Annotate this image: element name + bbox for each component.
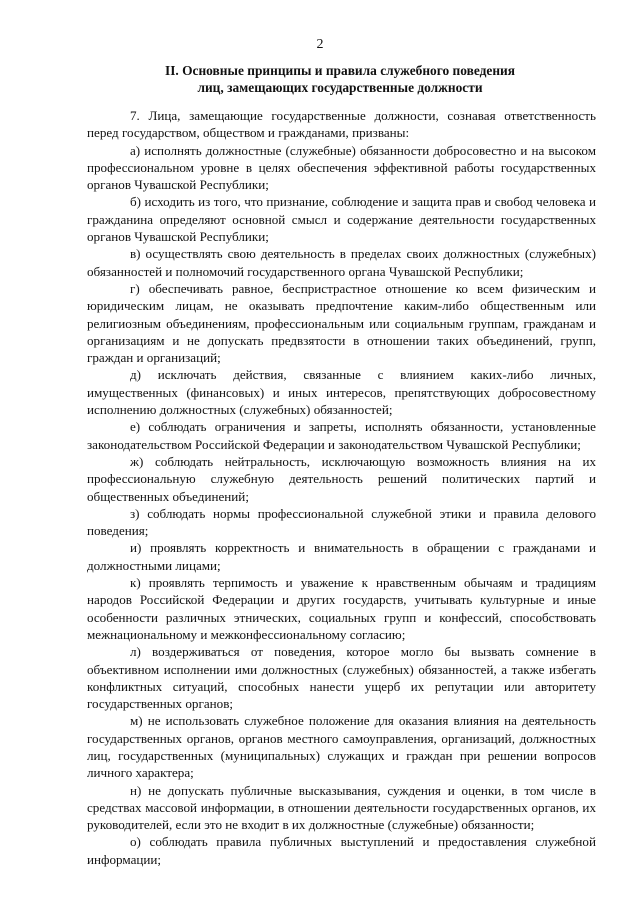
paragraph-item-k: к) проявлять терпимость и уважение к нравственным обычаям и традициям народов Российской Федерации и других государств, учитывать культурные и иные особенности различных этнических, социальных групп и конфессий, способствовать межнациональному и межконфессиональному согласию;	[87, 575, 596, 642]
section-heading	[80, 62, 600, 96]
paragraph-item-d: д) исключать действия, связанные с влиянием каких-либо личных, имущественных (финансовых) и иных интересов, препятствующих добросовестному исполнению должностных (служебных) обязанностей;	[87, 367, 596, 418]
paragraph-item-a: а) исполнять должностные (служебные) обязанности добросовестно и на высоком профессиональном уровне в целях обеспечения эффективной работы государственных органов Чувашской Республики;	[87, 142, 596, 193]
paragraph-item-g: г) обеспечивать равное, беспристрастное отношение ко всем физическим и юридическим лицам, не оказывать предпочтение каким-либо общественным или религиозным объединениям, профессиональным или социальным группам, гражданам и организациям и не допускать предвзятости в отношении таких объединений, групп, граждан и организаций;	[87, 280, 596, 366]
paragraph-item-b: б) исходить из того, что признание, соблюдение и защита прав и свобод человека и гражданина определяют основной смысл и содержание деятельности государственных органов Чувашской Республики;	[87, 194, 596, 245]
page-number: 2	[316, 37, 324, 52]
paragraph-item-m: м) не использовать служебное положение для оказания влияния на деятельность государственных органов, органов местного самоуправления, организаций, должностных лиц, государственных (муниципальных) служащих и граждан при решении вопросов личного характера;	[87, 713, 596, 781]
paragraph-item-o: о) соблюдать правила публичных выступлений и предоставления служебной информации;	[87, 834, 596, 867]
section-heading-line-2: лиц, замещающих государственные должности	[197, 80, 483, 95]
paragraph-item-z: з) соблюдать нормы профессиональной служебной этики и правила делового поведения;	[87, 505, 596, 539]
paragraph-item-n: н) не допускать публичные высказывания, суждения и оценки, в том числе в средствах массовой информации, в отношении деятельности государственных органов, их руководителей, если это не входит в их должностные (служебные) обязанности;	[87, 782, 596, 833]
paragraph-item-i: и) проявлять корректность и внимательность в обращении с гражданами и должностными лицами;	[87, 540, 596, 573]
paragraph-item-v: в) осуществлять свою деятельность в пределах своих должностных (служебных) обязанностей и полномочий государственного органа Чувашской Республики;	[87, 246, 596, 279]
paragraph-item-zh: ж) соблюдать нейтральность, исключающую возможность влияния на их профессиональную служебную деятельность решений политических партий и общественных объединений;	[87, 453, 596, 504]
paragraph-item-e: е) соблюдать ограничения и запреты, исполнять обязанности, установленные законодательством Российской Федерации и законодательством Чувашской Республики;	[87, 419, 596, 452]
paragraph-intro: 7. Лица, замещающие государственные должности, сознавая ответственность перед государством, обществом и гражданами, призваны:	[87, 108, 596, 141]
document-body	[87, 107, 596, 868]
section-heading-line-1: II. Основные принципы и правила служебного поведения	[164, 63, 516, 78]
paragraph-item-l: л) воздерживаться от поведения, которое могло бы вызвать сомнение в объективном исполнении ими должностных (служебных) обязанностей, а также избегать конфликтных ситуаций, способных нанести ущерб их репутации или авторитету государственных органов;	[87, 644, 596, 712]
